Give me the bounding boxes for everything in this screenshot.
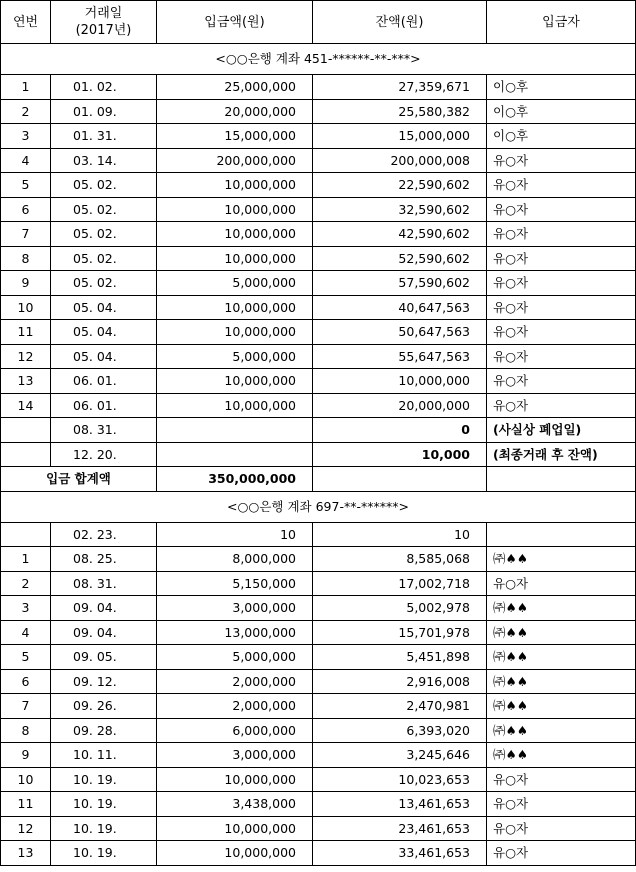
row-depositor: 유○자 xyxy=(487,816,636,841)
row-balance: 17,002,718 xyxy=(313,571,487,596)
row-date: 05. 02. xyxy=(51,222,157,247)
row-depositor: ㈜♠♠ xyxy=(487,620,636,645)
row-date: 06. 01. xyxy=(51,369,157,394)
table-row xyxy=(1,694,636,719)
row-depositor: 이○후 xyxy=(487,99,636,124)
row-no: 10 xyxy=(1,767,51,792)
row-no: 4 xyxy=(1,620,51,645)
row-no: 6 xyxy=(1,197,51,222)
row-deposit: 5,150,000 xyxy=(157,571,313,596)
row-deposit: 3,000,000 xyxy=(157,596,313,621)
row-deposit: 200,000,000 xyxy=(157,148,313,173)
row-no: 4 xyxy=(1,148,51,173)
row-balance: 3,245,646 xyxy=(313,743,487,768)
table-row xyxy=(1,522,636,547)
row-balance: 2,470,981 xyxy=(313,694,487,719)
row-no: 1 xyxy=(1,75,51,100)
header-date-line2: (2017년) xyxy=(75,23,132,38)
total-label: 입금 합계액 xyxy=(1,467,157,492)
section1-title: <○○은행 계좌 451-******-**-***> xyxy=(1,44,636,75)
row-no: 9 xyxy=(1,743,51,768)
row-depositor: ㈜♠♠ xyxy=(487,645,636,670)
row-deposit: 2,000,000 xyxy=(157,694,313,719)
row-deposit: 3,000,000 xyxy=(157,743,313,768)
table-row xyxy=(1,246,636,271)
row-depositor xyxy=(487,522,636,547)
row-deposit: 10,000,000 xyxy=(157,393,313,418)
table-row xyxy=(1,173,636,198)
row-depositor: 유○자 xyxy=(487,222,636,247)
header-date xyxy=(51,1,157,44)
header-no: 연번 xyxy=(1,1,51,44)
row-balance: 10 xyxy=(313,522,487,547)
row-deposit: 10,000,000 xyxy=(157,767,313,792)
row-balance: 20,000,000 xyxy=(313,393,487,418)
row-depositor: 유○자 xyxy=(487,792,636,817)
row-date: 09. 12. xyxy=(51,669,157,694)
row-no: 8 xyxy=(1,246,51,271)
row-no: 3 xyxy=(1,596,51,621)
row-date: 05. 02. xyxy=(51,271,157,296)
row-deposit: 25,000,000 xyxy=(157,75,313,100)
row-date: 08. 31. xyxy=(51,571,157,596)
section1-title-row xyxy=(1,44,636,75)
row-depositor: 유○자 xyxy=(487,295,636,320)
row-no: 13 xyxy=(1,369,51,394)
total-row xyxy=(1,467,636,492)
table-row xyxy=(1,124,636,149)
row-depositor: 유○자 xyxy=(487,173,636,198)
row-balance: 0 xyxy=(313,418,487,443)
table-row xyxy=(1,369,636,394)
table-row xyxy=(1,816,636,841)
row-date: 03. 14. xyxy=(51,148,157,173)
row-deposit: 5,000,000 xyxy=(157,271,313,296)
header-deposit: 입금액(원) xyxy=(157,1,313,44)
row-balance: 15,000,000 xyxy=(313,124,487,149)
row-date: 06. 01. xyxy=(51,393,157,418)
row-no: 10 xyxy=(1,295,51,320)
row-balance: 42,590,602 xyxy=(313,222,487,247)
row-deposit xyxy=(157,442,313,467)
row-no: 6 xyxy=(1,669,51,694)
table-row xyxy=(1,571,636,596)
table-row xyxy=(1,645,636,670)
row-depositor: ㈜♠♠ xyxy=(487,547,636,572)
row-date: 05. 02. xyxy=(51,246,157,271)
row-no: 8 xyxy=(1,718,51,743)
row-balance: 40,647,563 xyxy=(313,295,487,320)
table-row xyxy=(1,99,636,124)
row-deposit: 3,438,000 xyxy=(157,792,313,817)
row-balance: 200,000,008 xyxy=(313,148,487,173)
row-date: 10. 11. xyxy=(51,743,157,768)
row-depositor: ㈜♠♠ xyxy=(487,743,636,768)
table-row xyxy=(1,197,636,222)
row-depositor: ㈜♠♠ xyxy=(487,596,636,621)
row-date: 05. 02. xyxy=(51,173,157,198)
row-balance: 10,000,000 xyxy=(313,369,487,394)
row-balance: 32,590,602 xyxy=(313,197,487,222)
row-depositor: ㈜♠♠ xyxy=(487,669,636,694)
row-no: 5 xyxy=(1,173,51,198)
row-date: 09. 26. xyxy=(51,694,157,719)
row-deposit: 10,000,000 xyxy=(157,246,313,271)
header-balance: 잔액(원) xyxy=(313,1,487,44)
row-depositor: 유○자 xyxy=(487,344,636,369)
row-balance: 27,359,671 xyxy=(313,75,487,100)
table-row xyxy=(1,271,636,296)
row-deposit: 10,000,000 xyxy=(157,816,313,841)
total-value: 350,000,000 xyxy=(157,467,313,492)
note-row xyxy=(1,418,636,443)
row-deposit: 10,000,000 xyxy=(157,320,313,345)
row-date: 01. 31. xyxy=(51,124,157,149)
row-no: 2 xyxy=(1,99,51,124)
row-deposit: 13,000,000 xyxy=(157,620,313,645)
row-depositor: ㈜♠♠ xyxy=(487,718,636,743)
section2-title-row xyxy=(1,491,636,522)
table-row xyxy=(1,393,636,418)
row-deposit: 6,000,000 xyxy=(157,718,313,743)
table-row xyxy=(1,841,636,866)
row-deposit: 10 xyxy=(157,522,313,547)
row-date: 09. 04. xyxy=(51,596,157,621)
row-deposit: 20,000,000 xyxy=(157,99,313,124)
table-row xyxy=(1,620,636,645)
row-deposit: 10,000,000 xyxy=(157,369,313,394)
row-balance: 25,580,382 xyxy=(313,99,487,124)
total-balance-empty xyxy=(313,467,487,492)
row-no: 5 xyxy=(1,645,51,670)
row-no: 14 xyxy=(1,393,51,418)
row-deposit: 10,000,000 xyxy=(157,295,313,320)
row-date: 05. 04. xyxy=(51,295,157,320)
table-row xyxy=(1,792,636,817)
row-date: 09. 04. xyxy=(51,620,157,645)
row-date: 05. 04. xyxy=(51,344,157,369)
row-depositor: 유○자 xyxy=(487,841,636,866)
row-date: 08. 25. xyxy=(51,547,157,572)
section2-title: <○○은행 계좌 697-**-******> xyxy=(1,491,636,522)
row-balance: 5,002,978 xyxy=(313,596,487,621)
row-balance: 57,590,602 xyxy=(313,271,487,296)
row-date: 09. 28. xyxy=(51,718,157,743)
row-depositor: (최종거래 후 잔액) xyxy=(487,442,636,467)
row-depositor: 유○자 xyxy=(487,246,636,271)
row-deposit: 2,000,000 xyxy=(157,669,313,694)
row-balance: 23,461,653 xyxy=(313,816,487,841)
row-no xyxy=(1,442,51,467)
row-no: 12 xyxy=(1,344,51,369)
row-depositor: 유○자 xyxy=(487,148,636,173)
row-deposit: 15,000,000 xyxy=(157,124,313,149)
row-balance: 10,000 xyxy=(313,442,487,467)
row-depositor: 유○자 xyxy=(487,393,636,418)
header-row xyxy=(1,1,636,44)
row-depositor: (사실상 폐업일) xyxy=(487,418,636,443)
row-date: 10. 19. xyxy=(51,792,157,817)
row-no xyxy=(1,522,51,547)
row-no: 7 xyxy=(1,694,51,719)
row-balance: 52,590,602 xyxy=(313,246,487,271)
table-row xyxy=(1,669,636,694)
row-date: 09. 05. xyxy=(51,645,157,670)
table-row xyxy=(1,596,636,621)
row-no: 12 xyxy=(1,816,51,841)
row-balance: 5,451,898 xyxy=(313,645,487,670)
row-no: 2 xyxy=(1,571,51,596)
row-depositor: 이○후 xyxy=(487,75,636,100)
row-balance: 10,023,653 xyxy=(313,767,487,792)
row-deposit: 5,000,000 xyxy=(157,344,313,369)
total-depositor-empty xyxy=(487,467,636,492)
table-row xyxy=(1,718,636,743)
row-depositor: 유○자 xyxy=(487,369,636,394)
row-date: 08. 31. xyxy=(51,418,157,443)
row-no: 11 xyxy=(1,320,51,345)
row-no: 13 xyxy=(1,841,51,866)
row-depositor: ㈜♠♠ xyxy=(487,694,636,719)
row-balance: 8,585,068 xyxy=(313,547,487,572)
row-deposit: 10,000,000 xyxy=(157,197,313,222)
row-balance: 2,916,008 xyxy=(313,669,487,694)
row-deposit: 10,000,000 xyxy=(157,841,313,866)
row-no: 11 xyxy=(1,792,51,817)
table-row xyxy=(1,75,636,100)
row-no: 7 xyxy=(1,222,51,247)
table-row xyxy=(1,295,636,320)
row-date: 10. 19. xyxy=(51,767,157,792)
row-date: 05. 02. xyxy=(51,197,157,222)
row-date: 01. 02. xyxy=(51,75,157,100)
row-balance: 22,590,602 xyxy=(313,173,487,198)
row-deposit: 10,000,000 xyxy=(157,173,313,198)
row-no: 3 xyxy=(1,124,51,149)
table-row xyxy=(1,547,636,572)
header-date-line1: 거래일 xyxy=(84,6,123,21)
row-date: 01. 09. xyxy=(51,99,157,124)
row-deposit: 8,000,000 xyxy=(157,547,313,572)
header-depositor: 입금자 xyxy=(487,1,636,44)
row-depositor: 유○자 xyxy=(487,767,636,792)
row-deposit: 10,000,000 xyxy=(157,222,313,247)
table-row xyxy=(1,344,636,369)
row-no: 9 xyxy=(1,271,51,296)
row-depositor: 유○자 xyxy=(487,571,636,596)
table-row xyxy=(1,743,636,768)
row-balance: 6,393,020 xyxy=(313,718,487,743)
row-date: 10. 19. xyxy=(51,816,157,841)
table-row xyxy=(1,222,636,247)
row-date: 12. 20. xyxy=(51,442,157,467)
row-depositor: 이○후 xyxy=(487,124,636,149)
row-balance: 13,461,653 xyxy=(313,792,487,817)
row-deposit xyxy=(157,418,313,443)
row-no xyxy=(1,418,51,443)
row-depositor: 유○자 xyxy=(487,197,636,222)
table-row xyxy=(1,320,636,345)
row-depositor: 유○자 xyxy=(487,320,636,345)
row-balance: 55,647,563 xyxy=(313,344,487,369)
row-deposit: 5,000,000 xyxy=(157,645,313,670)
row-date: 05. 04. xyxy=(51,320,157,345)
row-depositor: 유○자 xyxy=(487,271,636,296)
table-row xyxy=(1,767,636,792)
note-row xyxy=(1,442,636,467)
row-balance: 15,701,978 xyxy=(313,620,487,645)
row-date: 02. 23. xyxy=(51,522,157,547)
row-balance: 33,461,653 xyxy=(313,841,487,866)
table-row xyxy=(1,148,636,173)
row-balance: 50,647,563 xyxy=(313,320,487,345)
row-no: 1 xyxy=(1,547,51,572)
row-date: 10. 19. xyxy=(51,841,157,866)
